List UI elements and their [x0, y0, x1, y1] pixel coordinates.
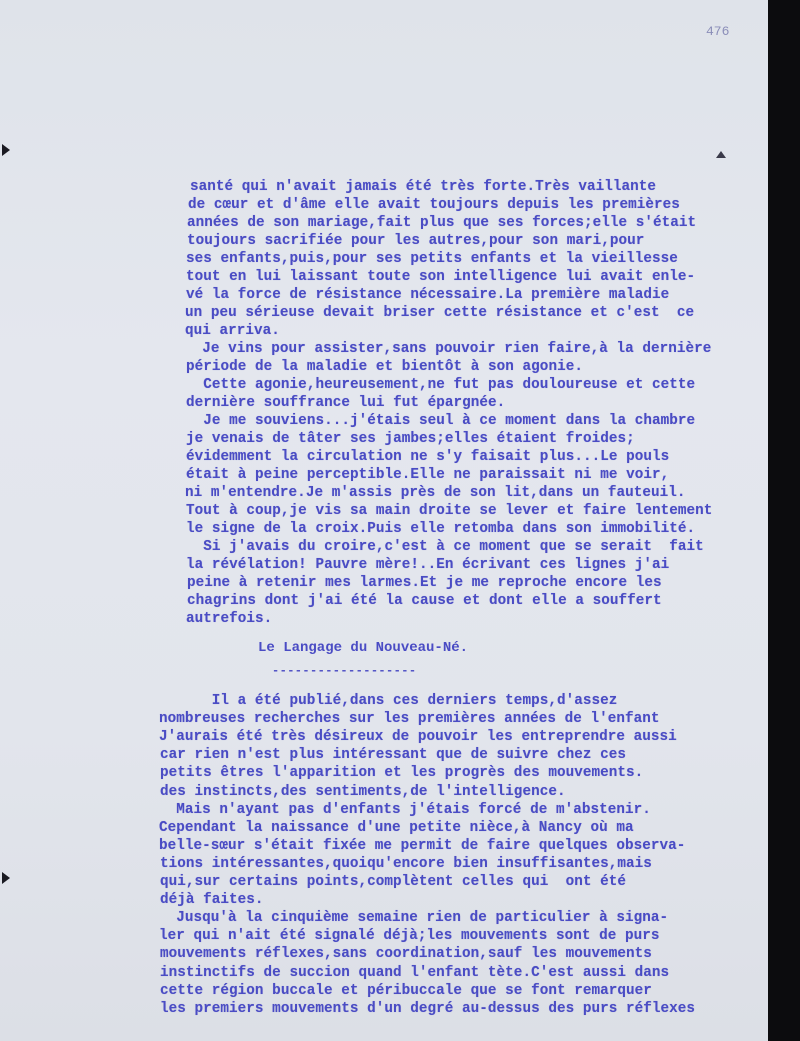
text-line: Tout à coup,je vis sa main droite se lever et faire lentement	[186, 503, 713, 519]
text-line: santé qui n'avait jamais été très forte.Très vaillante	[190, 179, 656, 195]
text-line: tions intéressantes,quoiqu'encore bien insuffisantes,mais	[160, 855, 652, 872]
text-line: instinctifs de succion quand l'enfant tète.C'est aussi dans	[160, 964, 670, 981]
text-line: chagrins dont j'ai été la cause et dont elle a souffert	[187, 593, 662, 609]
text-line: petits êtres l'apparition et les progrès des mouvements.	[160, 765, 644, 782]
text-line: Cette agonie,heureusement,ne fut pas douloureuse et cette	[186, 377, 696, 393]
text-line: Il a été publié,dans ces derniers temps,d'assez	[160, 693, 618, 709]
text-line: ler qui n'ait été signalé déjà;les mouvements sont de purs	[159, 928, 660, 945]
text-line: nombreuses recherches sur les premières années de l'enfant	[159, 711, 660, 728]
text-line: J'aurais été très désireux de pouvoir les entreprendre aussi	[159, 729, 677, 746]
text-line: cette région buccale et péribuccale que se font remarquer	[160, 982, 652, 999]
margin-mark	[716, 151, 726, 158]
text-line: belle-sœur s'était fixée me permit de faire quelques observa-	[159, 837, 686, 854]
text-line: Si j'avais du croire,c'est à ce moment que se serait fait	[186, 539, 704, 555]
text-line: dernière souffrance lui fut épargnée.	[186, 395, 506, 411]
text-line: autrefois.	[186, 611, 273, 627]
text-line: qui,sur certains points,complètent celles qui ont été	[160, 874, 626, 890]
text-line: qui arriva.	[185, 323, 280, 339]
text-line: période de la maladie et bientôt à son agonie.	[186, 359, 583, 375]
text-line: Jusqu'à la cinquième semaine rien de particulier à signa-	[159, 910, 669, 927]
text-line: je venais de tâter ses jambes;elles étaient froides;	[186, 431, 635, 447]
text-line: Je vins pour assister,sans pouvoir rien faire,à la dernière	[185, 341, 712, 357]
text-line: Je me souviens...j'étais seul à ce moment dans la chambre	[186, 413, 696, 429]
page-number: 476	[706, 24, 730, 39]
text-line: la révélation! Pauvre mère!..En écrivant ces lignes j'ai	[186, 557, 670, 573]
text-line: était à peine perceptible.Elle ne paraissait ni me voir,	[186, 467, 670, 483]
text-line: évidemment la circulation ne s'y faisait plus...Le pouls	[186, 449, 670, 465]
text-line: toujours sacrifiée pour les autres,pour son mari,pour	[187, 233, 645, 249]
binding-edge	[768, 0, 800, 1041]
text-line: ni m'entendre.Je m'assis près de son lit,dans un fauteuil.	[185, 485, 686, 501]
text-line: des instincts,des sentiments,de l'intelligence.	[160, 783, 566, 800]
text-line: de cœur et d'âme elle avait toujours depuis les premières	[188, 197, 680, 213]
text-line: Mais n'ayant pas d'enfants j'étais forcé de m'abstenir.	[159, 801, 651, 818]
text-line: années de son mariage,fait plus que ses forces;elle s'était	[187, 215, 697, 231]
text-line: tout en lui laissant toute son intelligence lui avait enle-	[186, 269, 696, 285]
text-line: peine à retenir mes larmes.Et je me reproche encore les	[187, 575, 662, 591]
text-line: car rien n'est plus intéressant que de suivre chez ces	[160, 747, 626, 764]
text-line: un peu sérieuse devait briser cette résistance et c'est ce	[185, 305, 695, 321]
text-line: déjà faites.	[160, 892, 264, 909]
text-line: les premiers mouvements d'un degré au-dessus des purs réflexes	[160, 1000, 696, 1017]
binding-hole-mark	[2, 872, 10, 884]
text-line: le signe de la croix.Puis elle retomba dans son immobilité.	[186, 521, 696, 537]
binding-hole-mark	[2, 144, 10, 156]
text-line: ses enfants,puis,pour ses petits enfants et la vieillesse	[186, 251, 678, 267]
heading-underline: -------------------	[272, 664, 417, 678]
text-line: vé la force de résistance nécessaire.La première maladie	[186, 287, 670, 303]
text-line: Cependant la naissance d'une petite nièce,à Nancy où ma	[159, 819, 634, 836]
section-heading: Le Langage du Nouveau-Né.	[258, 640, 469, 656]
text-line: mouvements réflexes,sans coordination,sauf les mouvements	[160, 946, 652, 963]
